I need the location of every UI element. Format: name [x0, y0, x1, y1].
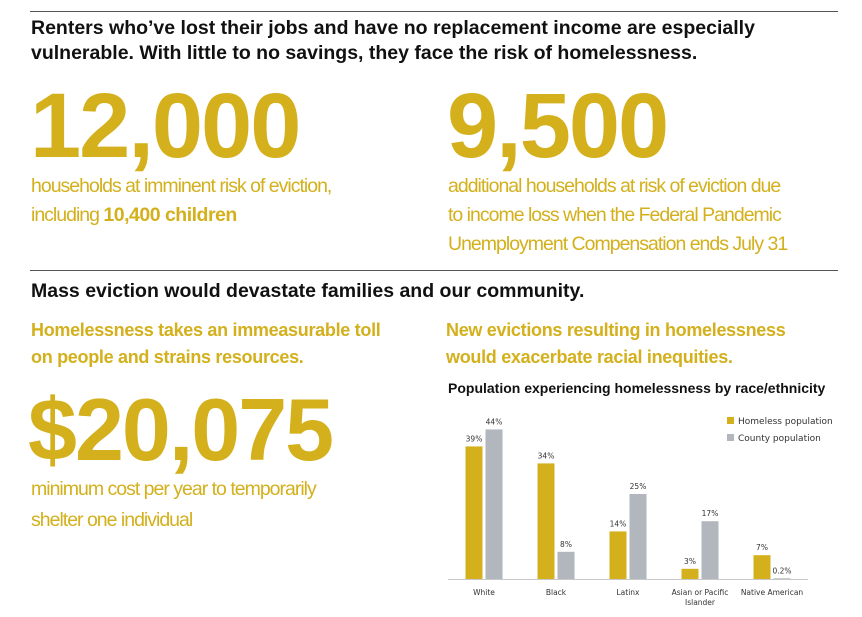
data-label-black-county: 8% — [560, 539, 572, 549]
shelter-cost-line2: shelter one individual — [31, 509, 193, 531]
bar-asian-or-pacific-islander-county — [702, 521, 719, 579]
bar-native-american-county — [774, 578, 791, 579]
data-label-latinx-county: 25% — [629, 482, 647, 491]
stat-12000-line1: households at imminent risk of eviction, — [31, 175, 332, 197]
data-label-native-american-county: 0.2% — [772, 566, 792, 576]
children-count: 10,400 children — [103, 204, 237, 226]
legend-swatch-county — [727, 434, 734, 441]
data-label-black-homeless: 34% — [537, 451, 555, 461]
stat-12000-line2 — [31, 201, 331, 230]
data-label-asian-or-pacific-islander-homeless: 3% — [684, 556, 696, 566]
bar-latinx-homeless — [610, 531, 627, 579]
stat-9500-description — [448, 172, 787, 259]
data-label-native-american-homeless: 7% — [756, 543, 768, 553]
legend-label-homeless: Homeless population — [738, 417, 833, 427]
shelter-cost-line1: minimum cost per year to temporarily — [31, 478, 316, 500]
chart-title: Population experiencing homelessness by race/ethnicity — [448, 380, 826, 396]
bar-white-homeless — [466, 446, 483, 579]
right-subhead-line1: New evictions resulting in homelessness — [446, 320, 786, 340]
stat-12000-value: 12,000 — [30, 75, 300, 177]
shelter-cost-description — [31, 474, 316, 536]
tick-label-asian-or-pacific-islander-line2: Islander — [684, 598, 716, 607]
top-headline: Renters who’ve lost their jobs and have no replacement income are especially vulnerable. With little to no savings, they face the risk of homelessness. — [31, 17, 755, 64]
bar-black-county — [558, 552, 575, 579]
data-label-white-county: 44% — [485, 417, 503, 427]
tick-label-black: Black — [545, 588, 567, 597]
tick-label-latinx: Latinx — [616, 588, 640, 597]
stat-9500-line3: Unemployment Compensation ends July 31 — [448, 233, 788, 255]
shelter-cost-value: $20,075 — [28, 380, 333, 479]
bar-asian-or-pacific-islander-homeless — [682, 569, 699, 579]
top-divider — [30, 11, 838, 12]
left-subhead-line1: Homelessness takes an immeasurable toll — [31, 320, 381, 340]
stat-9500-value: 9,500 — [447, 75, 668, 177]
left-subhead — [31, 317, 380, 371]
tick-label-native-american: Native American — [740, 588, 804, 597]
bar-black-homeless — [538, 463, 555, 579]
stat-9500-line1: additional households at risk of eviction due — [448, 175, 781, 197]
data-label-white-homeless: 39% — [465, 434, 483, 444]
bar-white-county — [486, 429, 503, 579]
right-subhead — [446, 317, 785, 371]
legend-label-county: County population — [738, 434, 821, 444]
bar-native-american-homeless — [754, 555, 771, 579]
tick-label-white: White — [473, 588, 495, 597]
right-subhead-line2: would exacerbate racial inequities. — [446, 347, 733, 367]
middle-divider — [30, 270, 838, 271]
left-subhead-line2: on people and strains resources. — [31, 347, 304, 367]
stat-9500-line2: to income loss when the Federal Pandemic — [448, 204, 781, 226]
stat-12000-line2-prefix: including — [31, 204, 104, 226]
legend-swatch-homeless — [727, 417, 734, 424]
stat-12000-description — [31, 172, 331, 230]
race-ethnicity-bar-chart — [440, 400, 840, 615]
section2-headline: Mass eviction would devastate families and our community. — [31, 280, 585, 302]
tick-label-asian-or-pacific-islander-line1: Asian or Pacific — [671, 588, 729, 597]
data-label-latinx-homeless: 14% — [609, 519, 627, 529]
bar-latinx-county — [630, 494, 647, 579]
data-label-asian-or-pacific-islander-county: 17% — [701, 509, 719, 519]
